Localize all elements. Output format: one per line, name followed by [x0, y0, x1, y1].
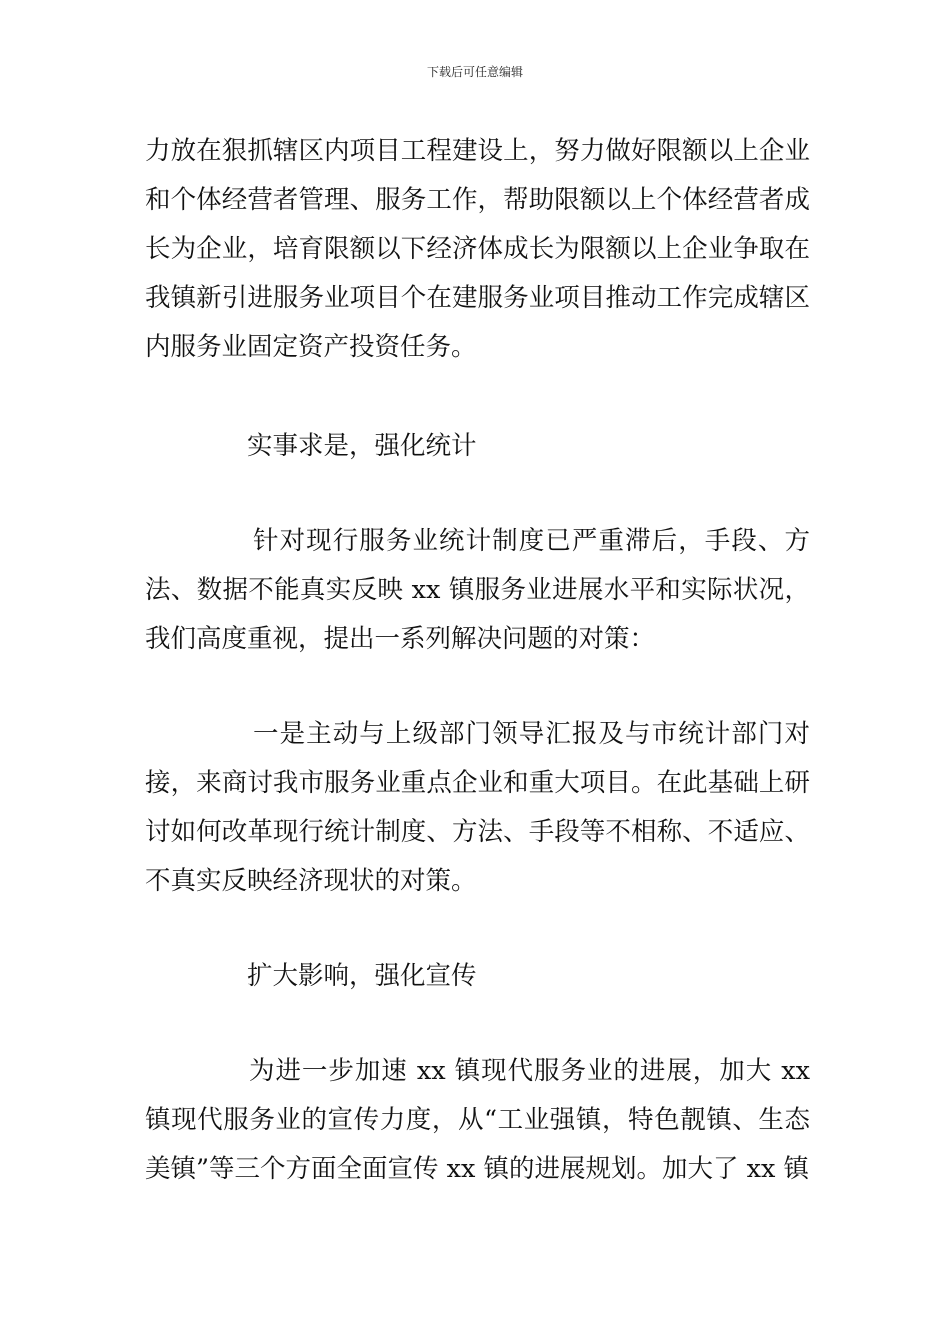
paragraph-statistics-measure-one: 一是主动与上级部门领导汇报及与市统计部门对接，来商讨我市服务业重点企业和重大项目。在此基础上研讨如何改革现行统计制度、方法、手段等不相称、不适应、不真实反映经济现状的对策。: [145, 719, 810, 896]
paragraph-project-construction: 力放在狠抓辖区内项目工程建设上，努力做好限额以上企业和个体经营者管理、服务工作，帮助限额以上个体经营者成长为企业，培育限额以下经济体成长为限额以上企业争取在我镇新引进服务业项目个在建服务业项目推动工作完成辖区内服务业固定资产投资任务。: [145, 136, 810, 362]
section-heading-statistics: 实事求是，强化统计: [247, 431, 477, 461]
section-heading-publicity: 扩大影响，强化宣传: [247, 961, 477, 991]
page-header: 下载后可任意编辑: [426, 65, 523, 79]
paragraph-statistics-problem: 针对现行服务业统计制度已严重滞后，手段、方法、数据不能真实反映 xx 镇服务业进展水平和实际状况，我们高度重视，提出一系列解决问题的对策：: [145, 526, 810, 654]
paragraph-publicity: 为进一步加速 xx 镇现代服务业的进展，加大 xx 镇现代服务业的宣传力度，从“工业强镇，特色靓镇、生态美镇”等三个方面全面宣传 xx 镇的进展规划。加大了 xx 镇: [145, 1056, 810, 1184]
document-body: [145, 127, 810, 1194]
